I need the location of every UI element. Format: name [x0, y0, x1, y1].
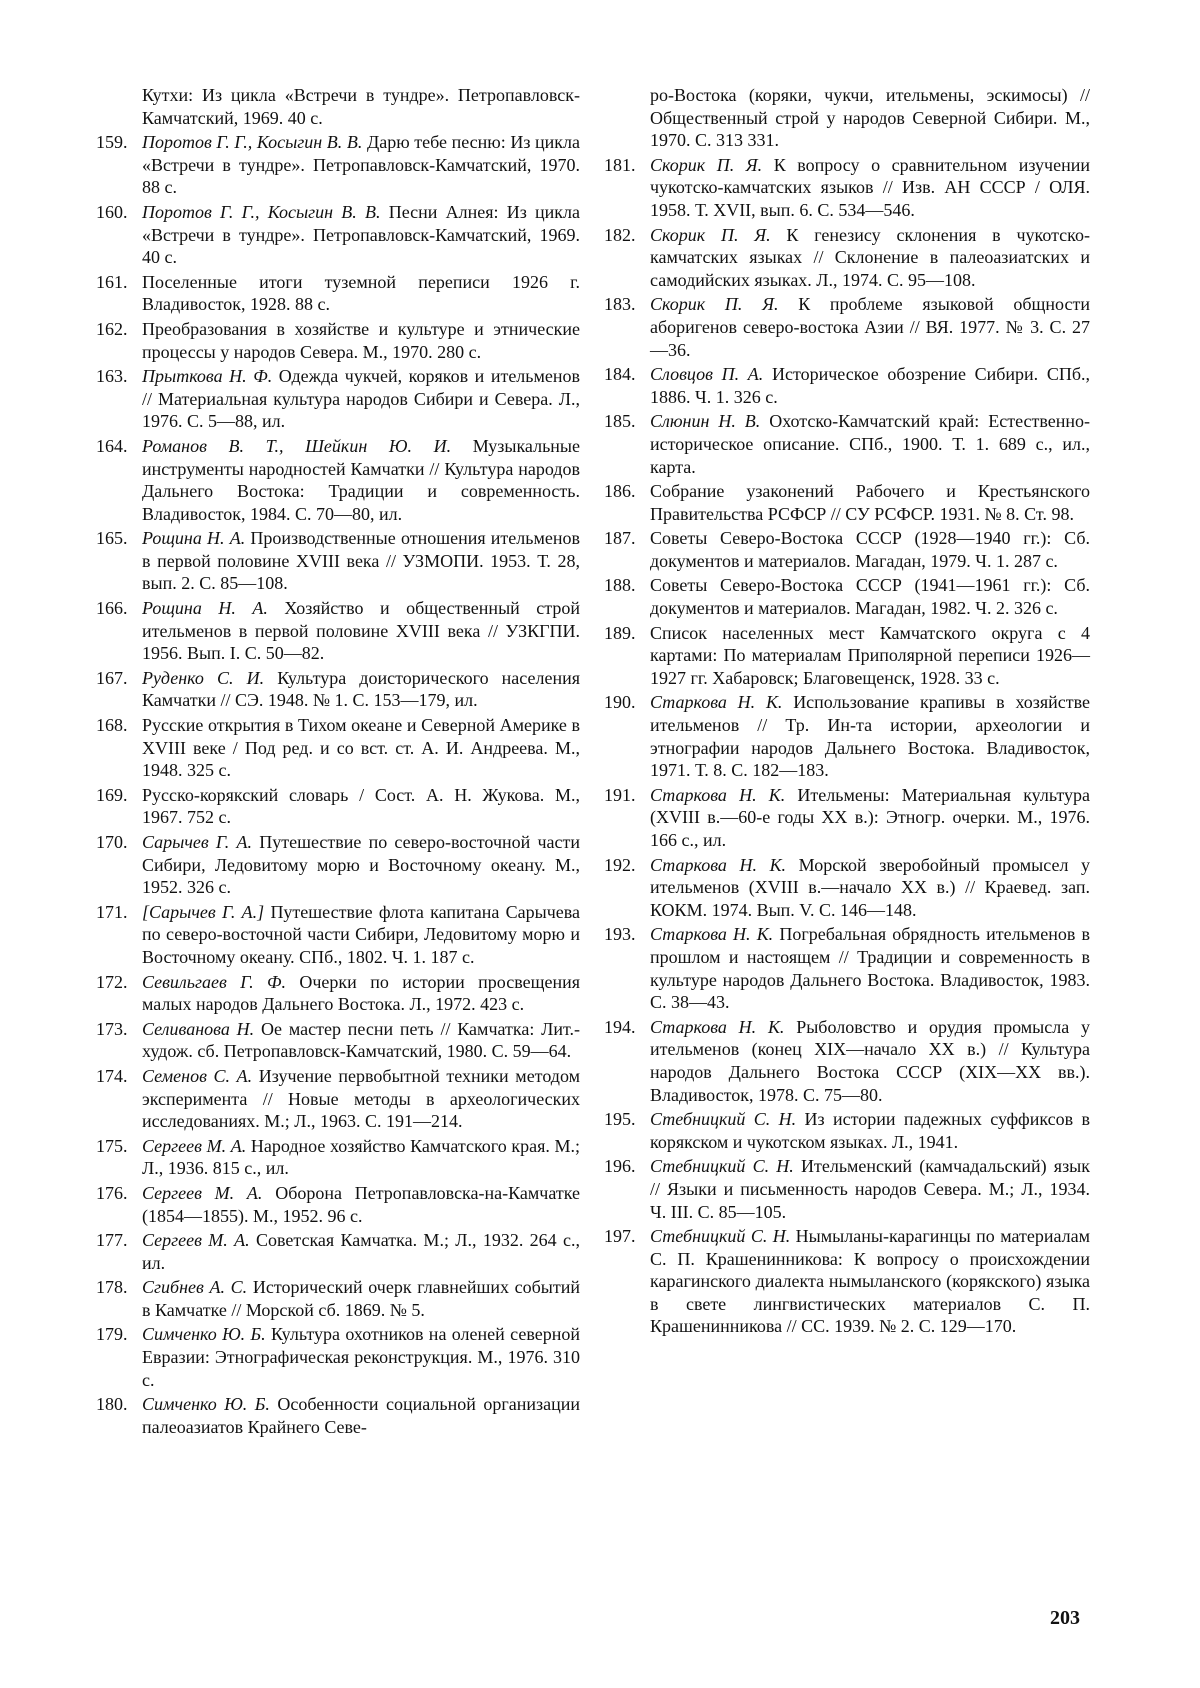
entry-author: Романов В. Т., Шейкин Ю. И. — [142, 435, 452, 456]
bibliography-entry — [96, 667, 580, 712]
entry-number: 187. — [604, 528, 636, 549]
entry-text: Народное хозяйство Камчатского края. М.; Л., 1936. 815 с., ил. — [142, 1135, 581, 1179]
bibliography-entry — [96, 831, 580, 899]
bibliography-entry — [96, 1065, 580, 1133]
bibliography-entry — [604, 854, 1090, 922]
entry-number: 170. — [96, 832, 128, 852]
entry-text: Поселенные итоги туземной переписи 1926 г. Владивосток, 1928. 88 с. — [142, 271, 580, 315]
entry-text: Кутхи: Из цикла «Встречи в тундре». Петропавловск-Камчатский, 1969. 40 с. — [142, 85, 580, 128]
bibliography-entry — [96, 1018, 580, 1063]
bibliography-entry — [604, 84, 1090, 152]
entry-text: Изучение первобытной техники методом эксперимента // Новые методы в археологических исследованиях. М.; Л., 1963. С. 191—214. — [142, 1065, 581, 1132]
entry-text: К генезису склонения в чукотско-камчатских языках // Склонение в палеоазиатских и самодийских языках. Л., 1974. С. 95—108. — [650, 224, 1090, 290]
entry-text: Культура доисторического населения Камчатки // СЭ. 1948. № 1. С. 153—179, ил. — [142, 667, 580, 711]
bibliography-entry — [96, 271, 580, 316]
entry-author: Сергеев М. А. — [142, 1230, 250, 1251]
bibliography-entry — [96, 84, 580, 129]
bibliography-entry — [96, 131, 580, 199]
entry-author: Рощина Н. А. — [142, 528, 246, 549]
entry-number: 176. — [96, 1182, 128, 1203]
entry-text: Ое мастер песни петь // Камчатка: Лит.-худож. сб. Петропавловск-Камчатский, 1980. С. 59—64. — [142, 1018, 581, 1062]
bibliography-entry — [96, 1135, 580, 1180]
entry-text: Русские открытия в Тихом океане и Северной Америке в XVIII веке / Под ред. и со вст. ст. А. И. Андреева. М., 1948. 325 с. — [142, 715, 580, 781]
entry-text: ро-Востока (коряки, чукчи, ительмены, эскимосы) // Общественный строй у народов Северной Сибири. М., 1970. С. 313 331. — [650, 85, 1090, 151]
entry-text: Особенности социальной организации палеоазиатов Крайнего Севе- — [142, 1394, 580, 1437]
entry-author: Скорик П. Я. — [650, 294, 779, 315]
entry-text: К проблеме языковой общности аборигенов северо-востока Азии // ВЯ. 1977. № 3. С. 27—36. — [650, 294, 1090, 360]
entry-number: 177. — [96, 1230, 128, 1251]
entry-number: 173. — [96, 1018, 128, 1039]
left-column — [96, 84, 580, 1440]
bibliography-entry — [96, 784, 580, 829]
entry-author: Стебницкий С. Н. — [650, 1226, 791, 1247]
bibliography-entry — [96, 1323, 580, 1391]
entry-number: 175. — [96, 1135, 128, 1156]
entry-author: Стебницкий С. Н. — [650, 1109, 797, 1130]
entry-text: Оборона Петропавловска-на-Камчатке (1854—1855). М., 1952. 96 с. — [142, 1182, 581, 1226]
entry-number: 193. — [604, 924, 636, 945]
entry-text: Одежда чукчей, коряков и ительменов // Материальная культура народов Сибири и Севера. Л., 1976. С. 5—88, ил. — [142, 366, 581, 432]
entry-number: 189. — [604, 622, 636, 643]
bibliography-entry — [604, 410, 1090, 478]
entry-text: Советы Северо-Востока СССР (1941—1961 гг.): Сб. документов и материалов. Магадан, 1982. Ч. 2. 326 с. — [650, 575, 1090, 619]
entry-author: Сарычев Г. А. — [142, 832, 253, 852]
entry-number: 162. — [96, 318, 128, 339]
entry-number: 171. — [96, 901, 128, 922]
entry-author: Скорик П. Я. — [650, 154, 763, 175]
entry-number: 181. — [604, 154, 636, 175]
entry-text: Производственные отношения ительменов в первой половине XVIII века // УЗМОПИ. 1953. Т. 28, вып. 2. С. 85—108. — [142, 528, 580, 594]
bibliography-entry — [604, 574, 1090, 619]
entry-text: Ительменский (камчадальский) язык // Языки и письменность народов Севера. М.; Л., 1934. Ч. III. С. 85—105. — [650, 1156, 1091, 1222]
entry-author: Поротов Г. Г., Косыгин В. В. — [142, 132, 363, 153]
entry-text: Советская Камчатка. М.; Л., 1932. 264 с., ил. — [142, 1230, 581, 1273]
bibliography-entry — [604, 1155, 1090, 1223]
entry-number: 174. — [96, 1065, 128, 1086]
entry-number: 179. — [96, 1324, 128, 1345]
entry-author: Симченко Ю. Б. — [142, 1324, 266, 1345]
entry-number: 168. — [96, 715, 128, 736]
entry-number: 182. — [604, 224, 636, 245]
entry-number: 161. — [96, 271, 128, 292]
entry-number: 164. — [96, 435, 128, 456]
entry-text: Из истории падежных суффиксов в корякском и чукотском языках. Л., 1941. — [650, 1109, 1091, 1152]
entry-text: Морской зверобойный промысел у ительменов (XVIII в.—начало XX в.) // Краевед. зап. КОКМ. 1974. Вып. V. С. 146—148. — [650, 854, 1091, 920]
entry-author: Прыткова Н. Ф. — [142, 366, 273, 387]
entry-number: 166. — [96, 598, 128, 619]
entry-author: Скорик П. Я. — [650, 224, 771, 245]
entry-text: Нымыланы-карагинцы по материалам С. П. Крашенинникова: К вопросу о происхождении карагинского диалекта нымыланского (корякского) языка в свете лингвистических материалов С. П. Крашенинникова // СС. 1939. № 2. С. 129—170. — [650, 1226, 1091, 1337]
bibliography-entry — [96, 1393, 580, 1438]
bibliography-entry — [96, 527, 580, 595]
bibliography-entry — [604, 622, 1090, 690]
page-number: 203 — [1050, 1607, 1080, 1629]
bibliography-entry — [96, 901, 580, 969]
entry-text: Советы Северо-Востока СССР (1928—1940 гг.): Сб. документов и материалов. Магадан, 1979. Ч. 1. 287 с. — [650, 528, 1090, 571]
bibliography-entry — [96, 714, 580, 782]
bibliography-entry — [604, 1108, 1090, 1153]
entry-author: Старкова Н. К. — [650, 692, 783, 713]
bibliography-entry — [96, 971, 580, 1016]
bibliography-entry — [604, 363, 1090, 408]
entry-text: Список населенных мест Камчатского округа с 4 картами: По материалам Приполярной переписи 1926—1927 гг. Хабаровск; Благовещенск, 1928. 33 с. — [650, 622, 1090, 688]
entry-number: 192. — [604, 854, 636, 875]
entry-author: [Сарычев Г. А.] — [142, 901, 265, 922]
entry-author: Старкова Н. К. — [650, 924, 774, 945]
entry-text: Путешествие по северо-восточной части Сибири, Ледовитому морю и Восточному океану. М., 1952. 326 с. — [142, 832, 581, 898]
entry-text: К вопросу о сравнительном изучении чукотско-камчатских языков // Изв. АН СССР / ОЛЯ. 1958. Т. XVII, вып. 6. С. 534—546. — [650, 154, 1090, 220]
entry-author: Севильгаев Г. Ф. — [142, 971, 286, 992]
entry-number: 197. — [604, 1226, 636, 1247]
entry-number: 159. — [96, 132, 128, 153]
entry-number: 195. — [604, 1109, 636, 1130]
entry-author: Рощина Н. А. — [142, 598, 268, 619]
entry-author: Словцов П. А. — [650, 364, 764, 385]
entry-author: Сергеев М. А. — [142, 1135, 247, 1156]
entry-text: Дарю тебе песню: Из цикла «Встречи в тундре». Петропавловск-Камчатский, 1970. 88 с. — [142, 132, 581, 198]
entry-number: 184. — [604, 364, 636, 385]
entry-author: Семенов С. А. — [142, 1065, 253, 1086]
entry-number: 190. — [604, 692, 636, 713]
entry-author: Старкова Н. К. — [650, 784, 786, 805]
entry-number: 196. — [604, 1156, 636, 1177]
entry-text: Путешествие флота капитана Сарычева по северо-восточной части Сибири, Ледовитому морю и Восточному океану. СПб., 1802. Ч. 1. 187 с. — [142, 901, 580, 967]
entry-text: Очерки по истории просвещения малых народов Дальнего Востока. Л., 1972. 423 с. — [142, 971, 580, 1015]
entry-author: Симченко Ю. Б. — [142, 1394, 270, 1415]
entry-text: Собрание узаконений Рабочего и Крестьянского Правительства РСФСР // СУ РСФСР. 1931. № 8. Ст. 98. — [650, 481, 1090, 524]
bibliography-entry — [604, 480, 1090, 525]
entry-author: Селиванова Н. — [142, 1018, 255, 1039]
bibliography-entry — [604, 923, 1090, 1013]
entry-text: Историческое обозрение Сибири. СПб., 1886. Ч. 1. 326 с. — [650, 364, 1091, 407]
bibliography-entry — [604, 784, 1090, 852]
bibliography-entry — [96, 1276, 580, 1321]
bibliography-entry — [96, 365, 580, 433]
entry-text: Русско-корякский словарь / Сост. А. Н. Жукова. М., 1967. 752 с. — [142, 784, 580, 828]
bibliography-entry — [604, 154, 1090, 222]
bibliography-entry — [96, 201, 580, 269]
bibliography-entry — [604, 691, 1090, 781]
entry-author: Старкова Н. К. — [650, 854, 787, 875]
entry-author: Слюнин Н. В. — [650, 411, 761, 432]
entry-text: Ительмены: Материальная культура (XVIII в.—60-е годы XX в.): Этногр. очерки. М., 1976. 166 с., ил. — [650, 784, 1091, 850]
entry-number: 183. — [604, 294, 636, 315]
entry-number: 169. — [96, 784, 128, 805]
entry-text: Культура охотников на оленей северной Евразии: Этнографическая реконструкция. М., 1976. 310 с. — [142, 1324, 580, 1390]
bibliography-entry — [604, 224, 1090, 292]
entry-number: 165. — [96, 528, 128, 549]
entry-text: Музыкальные инструменты народностей Камчатки // Культура народов Дальнего Востока: Традиции и современность. Владивосток, 1984. С. 70—80, ил. — [142, 435, 580, 524]
entry-text: Использование крапивы в хозяйстве ительменов // Тр. Ин-та истории, археологии и этнографии народов Дальнего Востока. Владивосток, 1971. Т. 8. С. 182—183. — [650, 692, 1091, 781]
bibliography-entry — [96, 318, 580, 363]
entry-number: 188. — [604, 575, 636, 596]
entry-author: Старкова Н. К. — [650, 1016, 785, 1037]
bibliography-entry — [96, 1182, 580, 1227]
entry-author: Поротов Г. Г., Косыгин В. В. — [142, 201, 381, 222]
entry-number: 194. — [604, 1016, 636, 1037]
entry-text: Преобразования в хозяйстве и культуре и этнические процессы у народов Севера. М., 1970. 280 с. — [142, 318, 580, 362]
entry-text: Хозяйство и общественный строй ительменов в первой половине XVIII века // УЗКГПИ. 1956. Вып. I. С. 50—82. — [142, 598, 580, 664]
entry-author: Стебницкий С. Н. — [650, 1156, 794, 1177]
entry-text: Погребальная обрядность ительменов в прошлом и настоящем // Традиции и современность в культуре народов Дальнего Востока. Владивосток, 1983. С. 38—43. — [650, 924, 1090, 1013]
bibliography-entry — [604, 293, 1090, 361]
entry-number: 172. — [96, 971, 128, 992]
entry-text: Рыболовство и орудия промысла у ительменов (конец XIX—начало XX в.) // Культура народов Дальнего Востока СССР (XIX—XX вв.). Владивосток, 1978. С. 75—80. — [650, 1016, 1091, 1105]
entry-number: 186. — [604, 481, 636, 502]
bibliography-entry — [604, 1016, 1090, 1106]
entry-number: 163. — [96, 366, 128, 387]
entry-text: Охотско-Камчатский край: Естественно-историческое описание. СПб., 1900. Т. 1. 689 с., ил., карта. — [650, 411, 1091, 477]
entry-number: 167. — [96, 667, 128, 688]
entry-number: 160. — [96, 201, 128, 222]
bibliography-entry — [96, 597, 580, 665]
entry-text: Исторический очерк главнейших событий в Камчатке // Морской сб. 1869. № 5. — [142, 1277, 581, 1320]
entry-text: Песни Алнея: Из цикла «Встречи в тундре». Петропавловск-Камчатский, 1969. 40 с. — [142, 201, 581, 268]
entry-author: Сергеев М. А. — [142, 1182, 263, 1203]
entry-number: 180. — [96, 1394, 128, 1415]
bibliography-entry — [96, 1229, 580, 1274]
bibliography-entry — [96, 435, 580, 525]
entry-number: 185. — [604, 411, 636, 432]
bibliography-entry — [604, 527, 1090, 572]
entry-number: 178. — [96, 1277, 128, 1298]
entry-number: 191. — [604, 784, 636, 805]
bibliography-entry — [604, 1225, 1090, 1338]
entry-author: Сгибнев А. С. — [142, 1277, 248, 1298]
entry-author: Руденко С. И. — [142, 667, 265, 688]
right-column — [604, 84, 1090, 1340]
